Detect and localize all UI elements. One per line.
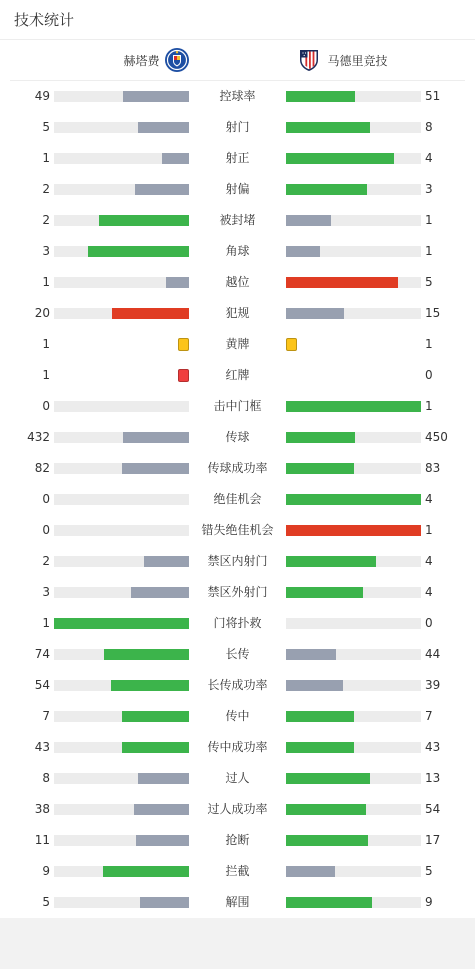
stat-row	[0, 174, 475, 205]
stat-row	[0, 391, 475, 422]
home-bar-fill	[144, 556, 189, 567]
teams-header	[10, 40, 465, 81]
stat-label: 射偏	[225, 182, 250, 196]
away-bar-fill	[286, 463, 354, 474]
home-value: 0	[42, 492, 50, 506]
yellow-card-icon	[286, 338, 297, 351]
stat-row	[0, 670, 475, 701]
away-bar-fill	[286, 277, 398, 288]
home-bar-track	[54, 649, 189, 660]
home-value: 5	[42, 120, 50, 134]
home-bar-track	[54, 773, 189, 784]
away-bar-track	[286, 742, 421, 753]
home-bar-fill	[88, 246, 189, 257]
home-bar-track	[54, 277, 189, 288]
home-value: 3	[42, 585, 50, 599]
away-value: 9	[425, 895, 433, 909]
away-value: 1	[425, 399, 433, 413]
away-bar-fill	[286, 866, 335, 877]
away-bar-fill	[286, 122, 370, 133]
away-bar-track	[286, 308, 421, 319]
away-bar-track	[286, 184, 421, 195]
home-bar-track	[54, 494, 189, 505]
home-bar-fill	[112, 308, 189, 319]
home-value: 0	[42, 523, 50, 537]
stat-label: 角球	[225, 244, 250, 258]
home-bar-fill	[54, 618, 189, 629]
stats-list	[0, 81, 475, 918]
away-bar-track	[286, 122, 421, 133]
stat-label: 过人	[225, 771, 250, 785]
away-value: 4	[425, 585, 433, 599]
home-bar-fill	[140, 897, 189, 908]
stat-row	[0, 856, 475, 887]
home-value: 8	[42, 771, 50, 785]
home-bar-track	[54, 122, 189, 133]
home-bar-track	[54, 525, 189, 536]
stat-label: 传球	[225, 430, 250, 444]
away-bar-fill	[286, 525, 421, 536]
away-bar-track	[286, 866, 421, 877]
away-team[interactable]	[238, 47, 466, 73]
away-bar-track	[286, 835, 421, 846]
home-bar-track	[54, 711, 189, 722]
stat-label: 传中	[225, 709, 250, 723]
away-bar-track	[286, 432, 421, 443]
stat-label: 红牌	[225, 368, 250, 382]
away-bar-fill	[286, 711, 354, 722]
home-value: 5	[42, 895, 50, 909]
stat-row	[0, 236, 475, 267]
away-value: 1	[425, 244, 433, 258]
away-bar-fill	[286, 804, 366, 815]
home-value: 432	[27, 430, 50, 444]
away-bar-fill	[286, 432, 355, 443]
stat-label: 错失绝佳机会	[201, 523, 274, 537]
home-bar-track	[54, 401, 189, 412]
home-value: 38	[34, 802, 50, 816]
home-bar-fill	[122, 463, 190, 474]
away-bar-fill	[286, 680, 343, 691]
stat-row	[0, 205, 475, 236]
home-bar-track	[54, 246, 189, 257]
away-bar-track	[286, 463, 421, 474]
stat-row	[0, 639, 475, 670]
away-value: 450	[425, 430, 448, 444]
stat-label: 长传成功率	[207, 678, 268, 692]
home-value: 1	[42, 616, 50, 630]
away-bar-track	[286, 494, 421, 505]
stat-label: 控球率	[219, 89, 256, 103]
away-bar-fill	[286, 897, 372, 908]
stat-label: 禁区外射门	[207, 585, 268, 599]
away-bar-track	[286, 246, 421, 257]
away-bar-track	[286, 277, 421, 288]
stat-row	[0, 825, 475, 856]
stat-row	[0, 546, 475, 577]
stat-row	[0, 267, 475, 298]
stat-label: 越位	[225, 275, 250, 289]
title-bar	[0, 0, 475, 40]
home-bar-track	[54, 432, 189, 443]
stat-label: 射正	[225, 151, 250, 165]
getafe-crest-icon	[164, 47, 190, 73]
home-bar-fill	[138, 122, 189, 133]
stat-label: 传球成功率	[207, 461, 268, 475]
stat-label: 禁区内射门	[207, 554, 268, 568]
away-bar-track	[286, 91, 421, 102]
stat-label: 过人成功率	[207, 802, 268, 816]
home-value: 7	[42, 709, 50, 723]
stat-row	[0, 701, 475, 732]
stat-row	[0, 763, 475, 794]
home-bar-fill	[134, 804, 189, 815]
away-bar-track	[286, 804, 421, 815]
stat-label: 解围	[225, 895, 250, 909]
away-value: 7	[425, 709, 433, 723]
home-value: 1	[42, 368, 50, 382]
home-value: 3	[42, 244, 50, 258]
home-bar-track	[54, 463, 189, 474]
home-value: 1	[42, 275, 50, 289]
stat-label: 被封堵	[219, 213, 256, 227]
away-bar-track	[286, 215, 421, 226]
away-bar-fill	[286, 246, 320, 257]
away-value: 1	[425, 337, 433, 351]
away-bar-fill	[286, 742, 354, 753]
home-bar-track	[54, 897, 189, 908]
stat-label: 拦截	[225, 864, 250, 878]
home-value: 11	[34, 833, 50, 847]
home-value: 74	[34, 647, 50, 661]
home-bar-track	[54, 153, 189, 164]
stat-row	[0, 453, 475, 484]
home-bar-track	[54, 618, 189, 629]
home-bar-track	[54, 308, 189, 319]
stat-row	[0, 887, 475, 918]
away-bar-fill	[286, 494, 421, 505]
away-bar-fill	[286, 556, 376, 567]
home-value: 1	[42, 337, 50, 351]
away-bar-track	[286, 897, 421, 908]
home-bar-track	[54, 742, 189, 753]
stat-row	[0, 422, 475, 453]
yellow-card-icon	[178, 338, 189, 351]
away-value: 13	[425, 771, 441, 785]
away-value: 1	[425, 523, 433, 537]
home-bar-track	[54, 556, 189, 567]
away-bar-track	[286, 711, 421, 722]
home-value: 2	[42, 554, 50, 568]
away-bar-track	[286, 649, 421, 660]
home-bar-fill	[122, 742, 190, 753]
stat-label: 门将扑救	[213, 616, 262, 630]
away-bar-fill	[286, 184, 367, 195]
away-bar-fill	[286, 773, 370, 784]
stat-row	[0, 608, 475, 639]
away-bar-fill	[286, 835, 368, 846]
stat-row	[0, 298, 475, 329]
home-value: 9	[42, 864, 50, 878]
away-value: 0	[425, 616, 433, 630]
away-value: 3	[425, 182, 433, 196]
home-bar-track	[54, 184, 189, 195]
home-bar-fill	[123, 432, 189, 443]
away-value: 1	[425, 213, 433, 227]
away-value: 17	[425, 833, 441, 847]
home-bar-track	[54, 804, 189, 815]
home-bar-fill	[136, 835, 189, 846]
away-value: 8	[425, 120, 433, 134]
home-team[interactable]	[10, 47, 238, 73]
stat-label: 黄牌	[225, 337, 250, 351]
stat-row	[0, 329, 475, 360]
home-bar-fill	[103, 866, 189, 877]
away-value: 51	[425, 89, 441, 103]
away-team-name: 马德里竞技	[327, 53, 388, 68]
home-team-name: 赫塔费	[123, 53, 160, 68]
home-bar-track	[54, 91, 189, 102]
away-value: 54	[425, 802, 441, 816]
home-bar-fill	[166, 277, 189, 288]
atletico-madrid-crest-icon	[296, 47, 322, 73]
away-bar-track	[286, 153, 421, 164]
away-value: 43	[425, 740, 441, 754]
away-value: 83	[425, 461, 441, 475]
home-bar-fill	[138, 773, 189, 784]
home-bar-track	[54, 680, 189, 691]
home-bar-track	[54, 866, 189, 877]
home-bar-fill	[111, 680, 189, 691]
stat-row	[0, 143, 475, 174]
stat-label: 传中成功率	[207, 740, 268, 754]
away-bar-fill	[286, 649, 336, 660]
away-bar-track	[286, 680, 421, 691]
home-bar-fill	[135, 184, 189, 195]
away-bar-fill	[286, 308, 344, 319]
stat-row	[0, 515, 475, 546]
away-value: 0	[425, 368, 433, 382]
away-value: 5	[425, 864, 433, 878]
home-bar-track	[54, 215, 189, 226]
stat-label: 绝佳机会	[213, 492, 262, 506]
away-bar-track	[286, 525, 421, 536]
away-value: 4	[425, 151, 433, 165]
stat-row	[0, 484, 475, 515]
away-bar-fill	[286, 215, 331, 226]
home-value: 54	[34, 678, 50, 692]
stat-row	[0, 577, 475, 608]
away-value: 15	[425, 306, 441, 320]
stat-label: 长传	[225, 647, 250, 661]
home-value: 43	[34, 740, 50, 754]
home-bar-track	[54, 587, 189, 598]
away-value: 4	[425, 492, 433, 506]
away-bar-fill	[286, 587, 363, 598]
home-value: 20	[34, 306, 50, 320]
home-bar-fill	[123, 91, 189, 102]
home-value: 49	[34, 89, 50, 103]
away-value: 5	[425, 275, 433, 289]
home-value: 2	[42, 213, 50, 227]
away-bar-track	[286, 618, 421, 629]
home-bar-track	[54, 835, 189, 846]
page-title: 技术统计	[14, 11, 75, 29]
away-bar-track	[286, 401, 421, 412]
away-bar-track	[286, 773, 421, 784]
stat-row	[0, 732, 475, 763]
away-value: 4	[425, 554, 433, 568]
away-bar-fill	[286, 91, 355, 102]
away-bar-track	[286, 556, 421, 567]
away-value: 44	[425, 647, 441, 661]
home-value: 2	[42, 182, 50, 196]
home-value: 1	[42, 151, 50, 165]
away-bar-fill	[286, 401, 421, 412]
home-value: 82	[34, 461, 50, 475]
stat-label: 击中门框	[213, 399, 262, 413]
away-bar-fill	[286, 153, 394, 164]
stat-label: 抢断	[225, 833, 250, 847]
stat-row	[0, 360, 475, 391]
stat-row	[0, 112, 475, 143]
away-bar-track	[286, 587, 421, 598]
stat-row	[0, 794, 475, 825]
red-card-icon	[178, 369, 189, 382]
stat-row	[0, 81, 475, 112]
home-bar-fill	[131, 587, 189, 598]
stat-label: 犯规	[225, 306, 250, 320]
home-bar-fill	[104, 649, 189, 660]
home-bar-fill	[162, 153, 189, 164]
home-bar-fill	[99, 215, 189, 226]
home-value: 0	[42, 399, 50, 413]
away-value: 39	[425, 678, 441, 692]
stat-label: 射门	[225, 120, 250, 134]
home-bar-fill	[122, 711, 190, 722]
